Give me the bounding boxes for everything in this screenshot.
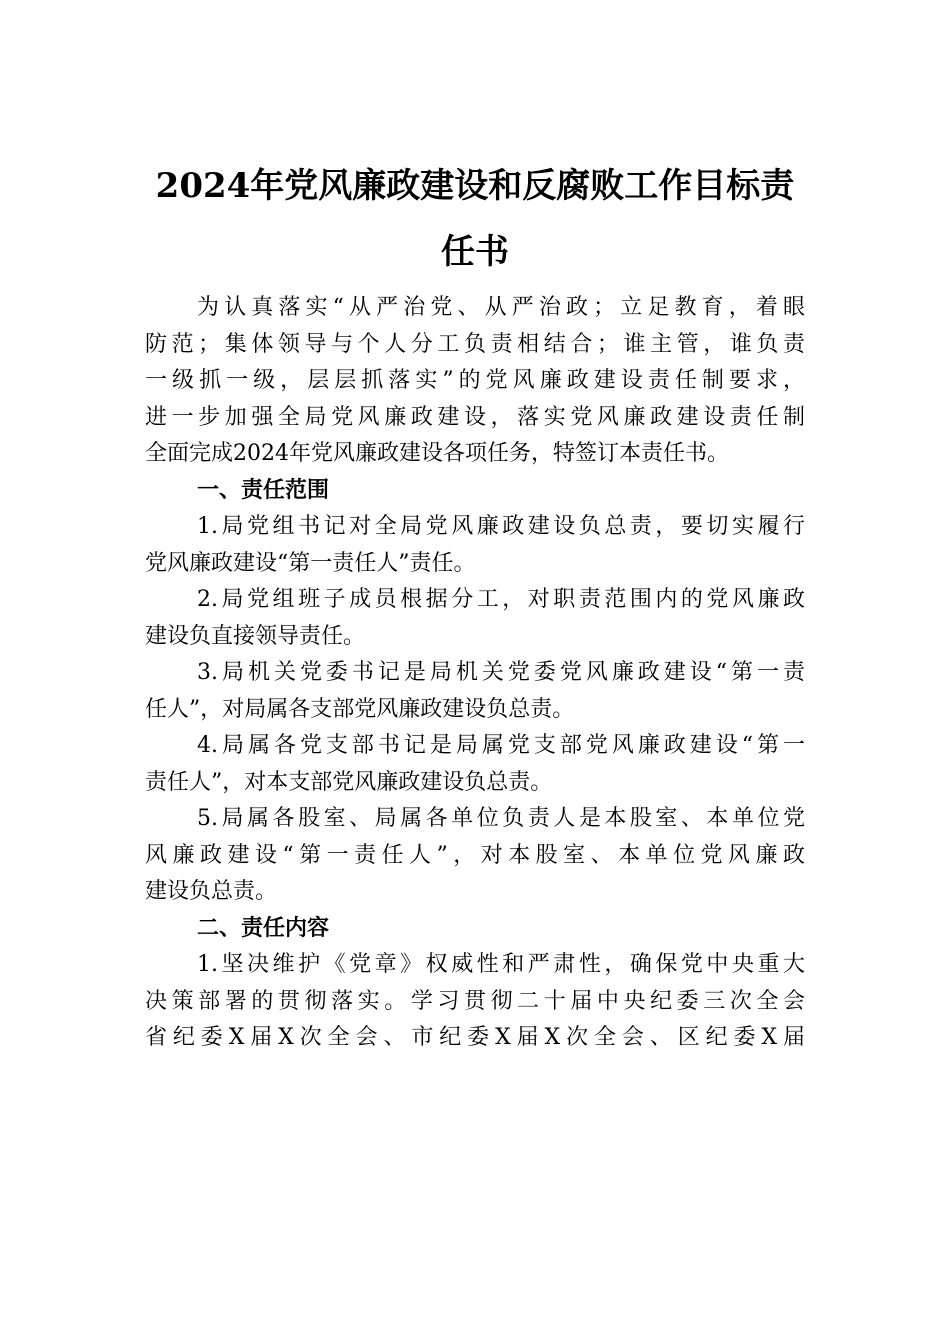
paragraph-line: 风廉政建设“第一责任人”，对本股室、本单位党风廉政: [145, 842, 805, 868]
paragraph-line: 建设负直接领导责任。: [145, 623, 366, 649]
paragraph-line: 任人”，对局属各支部党风廉政建设负总责。: [145, 696, 575, 722]
paragraph-line: 4.局属各党支部书记是局属党支部党风廉政建设“第一: [197, 733, 805, 758]
section-heading: [145, 473, 805, 510]
document-body: [145, 290, 805, 1057]
heading-text: 一、责任范围: [197, 477, 330, 503]
paragraph-line: 建设负总责。: [145, 879, 278, 904]
paragraph-line: 进一步加强全局党风廉政建设，落实党风廉政建设责任制: [145, 404, 805, 430]
document-title-line-1: 2024年党风廉政建设和反腐败工作目标责: [155, 166, 795, 206]
paragraph-line: 3.局机关党委书记是局机关党委党风廉政建设“第一责: [197, 660, 805, 685]
paragraph-line: 一级抓一级，层层抓落实”的党风廉政建设责任制要求，: [145, 368, 805, 393]
paragraph-line: 全面完成2024年党风廉政建设各项任务，特签订本责任书。: [145, 441, 729, 466]
paragraph-line: 5.局属各股室、局属各单位负责人是本股室、本单位党: [197, 806, 805, 831]
paragraph: [145, 290, 805, 473]
paragraph: [145, 728, 805, 801]
paragraph-line: 责任人”，对本支部党风廉政建设负总责。: [145, 769, 553, 795]
paragraph-line: 决策部署的贯彻落实。学习贯彻二十届中央纪委三次全会: [145, 988, 805, 1014]
paragraph: [145, 947, 805, 1057]
paragraph: [145, 582, 805, 655]
paragraph-line: 为认真落实“从严治党、从严治政；立足教育，着眼: [197, 295, 805, 320]
section-heading: [145, 911, 805, 948]
paragraph: [145, 509, 805, 582]
paragraph: [145, 801, 805, 911]
paragraph-line: 1.局党组书记对全局党风廉政建设负总责，要切实履行: [197, 514, 805, 539]
paragraph-line: 省纪委X届X次全会、市纪委X届X次全会、区纪委X届: [145, 1025, 805, 1050]
paragraph-line: 党风廉政建设“第一责任人”责任。: [145, 550, 476, 576]
document-title-line-2: 任书: [441, 232, 509, 272]
paragraph-line: 防范；集体领导与个人分工负责相结合；谁主管，谁负责: [145, 331, 805, 357]
paragraph-line: 1.坚决维护《党章》权威性和严肃性，确保党中央重大: [197, 952, 805, 977]
paragraph: [145, 655, 805, 728]
paragraph-line: 2.局党组班子成员根据分工，对职责范围内的党风廉政: [197, 587, 805, 612]
heading-text: 二、责任内容: [197, 915, 330, 941]
